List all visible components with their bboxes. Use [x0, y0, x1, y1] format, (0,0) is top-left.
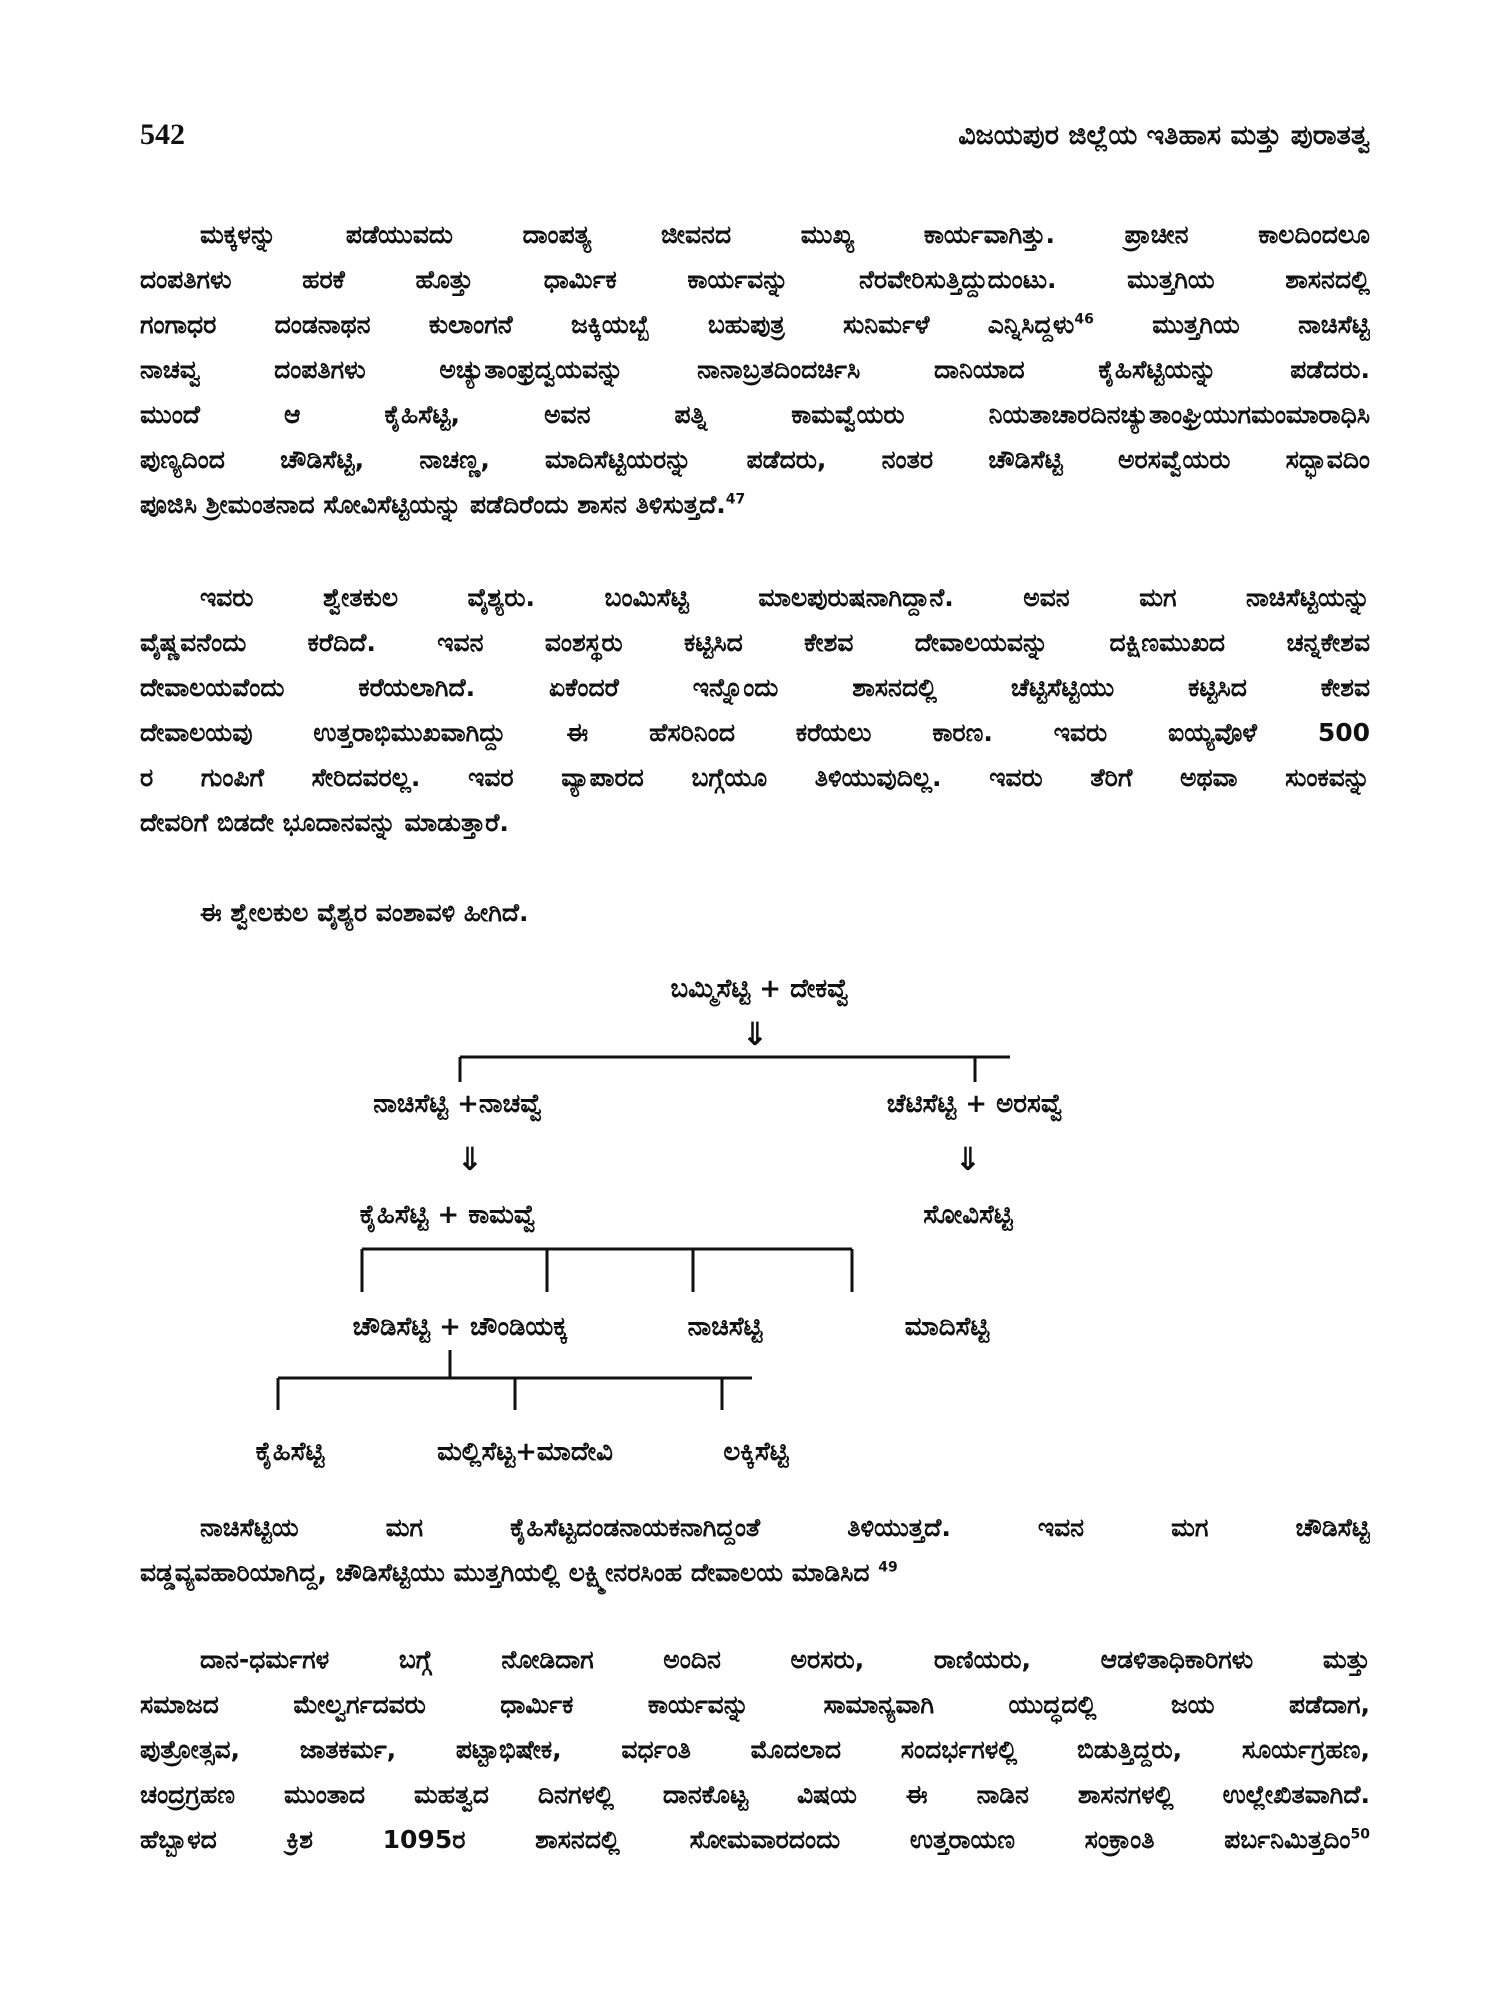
page-number: 542: [140, 118, 185, 151]
text-line: ಈ ಶ್ವೇಲಕುಲ ವೈಶ್ಯರ ವಂಶಾವಳಿ ಹೀಗಿದೆ.: [200, 898, 529, 927]
paragraph-3: [140, 890, 1370, 935]
page-header: [140, 118, 1370, 168]
tree-node-gen4: ಮಾದಿಸೆಟ್ಟಿ: [904, 1312, 990, 1342]
text-line: ಚಂದ್ರಗ್ರಹಣ ಮುಂತಾದ ಮಹತ್ವದ ದಿನಗಳಲ್ಲಿ ದಾನಕೊಟ್ಟ ವಿಷಯ ಈ ನಾಡಿನ ಶಾಸನಗಳಲ್ಲಿ ಉಲ್ಲೇಖಿತವಾಗಿದೆ.: [140, 1780, 1370, 1809]
running-title: ವಿಜಯಪುರ ಜಿಲ್ಲೆಯ ಇತಿಹಾಸ ಮತ್ತು ಪುರಾತತ್ವ: [958, 120, 1370, 151]
tree-node-gen2-left: ನಾಚಿಸೆಟ್ಟಿ +ನಾಚವ್ವೆ: [373, 1089, 543, 1119]
tree-node-gen4: ನಾಚಿಸೆಟ್ಟಿ: [687, 1312, 763, 1342]
footnote-ref: 46: [1074, 311, 1094, 328]
text-line: ದೇವಾಲಯವು ಉತ್ತರಾಭಿಮುಖವಾಗಿದ್ದು ಈ ಹೆಸರಿನಿಂದ ಕರೆಯಲು ಕಾರಣ. ಇವರು ಐಯ್ಯವೊಳೆ 500: [140, 718, 1370, 747]
footnote-ref: 47: [725, 491, 746, 508]
footnote-ref: 49: [878, 1559, 898, 1576]
text-fragment: ಗಂಗಾಧರ ದಂಡನಾಥನ ಕುಲಾಂಗನೆ ಜಕ್ಕಿಯಬ್ಬೆ ಬಹುಪುತ್ರ ಸುನಿರ್ಮಳೆ ಎನ್ನಿಸಿದ್ದಳು: [140, 310, 1075, 339]
text-line: ದಂಪತಿಗಳು ಹರಕೆ ಹೊತ್ತು ಧಾರ್ಮಿಕ ಕಾರ್ಯವನ್ನು ನೆರವೇರಿಸುತ್ತಿದ್ದುದುಂಟು. ಮುತ್ತಗಿಯ ಶಾಸನದಲ್ಲಿ: [140, 265, 1370, 294]
text-fragment: ಪೂಜಿಸಿ ಶ್ರೀಮಂತನಾದ ಸೋವಿಸೆಟ್ಟಿಯನ್ನು ಪಡೆದಿರೆಂದು ಶಾಸನ ತಿಳಿಸುತ್ತದೆ.: [140, 490, 726, 519]
text-line: ಮುಂದೆ ಆ ಕೈಹಿಸೆಟ್ಟಿ, ಅವನ ಪತ್ನಿ ಕಾಮವ್ವೆಯರು ನಿಯತಾಚಾರದಿನಚ್ಯುತಾಂಘ್ರಿಯುಗಮಂಮಾರಾಧಿಸಿ: [140, 400, 1370, 429]
text-line: [140, 302, 1370, 347]
down-arrow-icon: ⇓: [741, 1015, 769, 1053]
tree-root: ಬಮ್ಮಿಸೆಟ್ಟಿ + ದೇಕವ್ವೆ: [670, 974, 850, 1004]
text-line: ನಾಚಿಸೆಟ್ಟಿಯ ಮಗ ಕೈಹಿಸೆಟ್ಟದಂಡನಾಯಕನಾಗಿದ್ದಂತೆ ತಿಳಿಯುತ್ತದೆ. ಇವನ ಮಗ ಚೌಡಿಸೆಟ್ಟಿ: [200, 1513, 1370, 1542]
text-line: [140, 482, 1370, 527]
text-line: ನಾಚವ್ವ ದಂಪತಿಗಳು ಅಚ್ಯುತಾಂಫ್ರದ್ವಯವನ್ನು ನಾನಾಬ್ರತದಿಂದರ್ಚಿಸಿ ದಾನಿಯಾದ ಕೈಹಿಸೆಟ್ಟಿಯನ್ನು ಪಡೆದರು.: [140, 355, 1370, 384]
text-line: ಇವರು ಶ್ವೇತಕುಲ ವೈಶ್ಯರು. ಬಂಮಿಸೆಟ್ಟಿ ಮಾಲಪುರುಷನಾಗಿದ್ದಾನೆ. ಅವನ ಮಗ ನಾಚಿಸೆಟ್ಟಿಯನ್ನು: [200, 583, 1370, 612]
paragraph-1: [140, 212, 1370, 527]
tree-node-gen5: ಕೈಹಿಸೆಟ್ಟಿ: [255, 1437, 325, 1467]
text-line: ಪುಣ್ಯದಿಂದ ಚೌಡಿಸೆಟ್ಟಿ, ನಾಚಣ್ಣ, ಮಾದಿಸೆಟ್ಟಿಯರನ್ನು ಪಡೆದರು, ನಂತರ ಚೌಡಿಸೆಟ್ಟಿ ಅರಸವ್ವೆಯರು ಸದ್ಭಾವದಿಂ: [140, 445, 1370, 474]
tree-node-gen3-right: ಸೋವಿಸೆಟ್ಟಿ: [923, 1200, 1013, 1230]
text-line: [140, 1817, 1370, 1862]
text-line: ದಾನ-ಧರ್ಮಗಳ ಬಗ್ಗೆ ನೋಡಿದಾಗ ಅಂದಿನ ಅರಸರು, ರಾಣಿಯರು, ಆಡಳಿತಾಧಿಕಾರಿಗಳು ಮತ್ತು: [200, 1645, 1370, 1674]
down-arrow-icon: ⇓: [954, 1140, 982, 1178]
down-arrow-icon: ⇓: [456, 1140, 484, 1178]
text-line: ವೈಷ್ಣವನೆಂದು ಕರೆದಿದೆ. ಇವನ ವಂಶಸ್ಥರು ಕಟ್ಟಿಸಿದ ಕೇಶವ ದೇವಾಲಯವನ್ನು ದಕ್ಷಿಣಮುಖದ ಚನ್ನಕೇಶವ: [140, 628, 1370, 657]
paragraph-5: [140, 1637, 1370, 1862]
tree-node-gen5: ಮಲ್ಲಿಸೆಟ್ಟ+ಮಾದೇವಿ: [437, 1437, 613, 1467]
tree-node-gen4: ಚೌಡಿಸೆಟ್ಟಿ + ಚೌಂಡಿಯಕ್ಕ: [352, 1312, 568, 1342]
text-line: ಪುತ್ರೋತ್ಸವ, ಜಾತಕರ್ಮ, ಪಟ್ಟಾಭಿಷೇಕ, ವರ್ಧಂತಿ ಮೊದಲಾದ ಸಂದರ್ಭಗಳಲ್ಲಿ ಬಿಡುತ್ತಿದ್ದರು, ಸೂರ್ಯಗ್ರಹಣ,: [140, 1735, 1370, 1764]
text-line: ಸಮಾಜದ ಮೇಲ್ವರ್ಗದವರು ಧಾರ್ಮಿಕ ಕಾರ್ಯವನ್ನು ಸಾಮಾನ್ಯವಾಗಿ ಯುದ್ಧದಲ್ಲಿ ಜಯ ಪಡೆದಾಗ,: [140, 1690, 1370, 1719]
text-line: ರ ಗುಂಪಿಗೆ ಸೇರಿದವರಲ್ಲ. ಇವರ ವ್ಯಾಪಾರದ ಬಗ್ಗೆಯೂ ತಿಳಿಯುವುದಿಲ್ಲ. ಇವರು ತೆರಿಗೆ ಅಥವಾ ಸುಂಕವನ್ನು: [140, 763, 1370, 792]
footnote-ref: 50: [1350, 1826, 1370, 1843]
tree-node-gen2-right: ಚೆಟಿಸೆಟ್ಟಿ + ಅರಸವ್ವೆ: [886, 1089, 1064, 1119]
text-fragment: ವಡ್ಡವ್ಯವಹಾರಿಯಾಗಿದ್ದ, ಚೌಡಿಸೆಟ್ಟಿಯು ಮುತ್ತಗಿಯಲ್ಲಿ ಲಕ್ಷ್ಮೀನರಸಿಂಹ ದೇವಾಲಯ ಮಾಡಿಸಿದ: [140, 1558, 870, 1587]
text-line: ದೇವರಿಗೆ ಬಿಡದೇ ಭೂದಾನವನ್ನು ಮಾಡುತ್ತಾರೆ.: [140, 808, 509, 837]
paragraph-4: [140, 1505, 1370, 1595]
text-fragment: ಮುತ್ತಗಿಯ ನಾಚಿಸೆಟ್ಟಿ: [1152, 310, 1370, 339]
text-line: [140, 1550, 1370, 1595]
tree-node-gen5: ಲಕ್ಕಿಸೆಟ್ಟಿ: [723, 1437, 789, 1467]
tree-node-gen3-left: ಕೈಹಿಸೆಟ್ಟಿ + ಕಾಮವ್ವೆ: [359, 1200, 537, 1230]
text-fragment: ಹೆಬ್ಬಾಳದ ಕ್ರಿಶ 1095ರ ಶಾಸನದಲ್ಲಿ ಸೋಮವಾರದಂದು ಉತ್ತರಾಯಣ ಸಂಕ್ರಾಂತಿ ಪರ್ಬನಿಮಿತ್ತದಿಂ: [140, 1825, 1351, 1854]
text-line: ಮಕ್ಕಳನ್ನು ಪಡೆಯುವದು ದಾಂಪತ್ಯ ಜೀವನದ ಮುಖ್ಯ ಕಾರ್ಯವಾಗಿತ್ತು. ಪ್ರಾಚೀನ ಕಾಲದಿಂದಲೂ: [200, 220, 1370, 249]
paragraph-2: [140, 575, 1370, 845]
text-line: ದೇವಾಲಯವೆಂದು ಕರೆಯಲಾಗಿದೆ. ಏಕೆಂದರೆ ಇನ್ನೊಂದು ಶಾಸನದಲ್ಲಿ ಚೆಟ್ಟಿಸೆಟ್ಟಿಯು ಕಟ್ಟಿಸಿದ ಕೇಶವ: [140, 673, 1370, 702]
